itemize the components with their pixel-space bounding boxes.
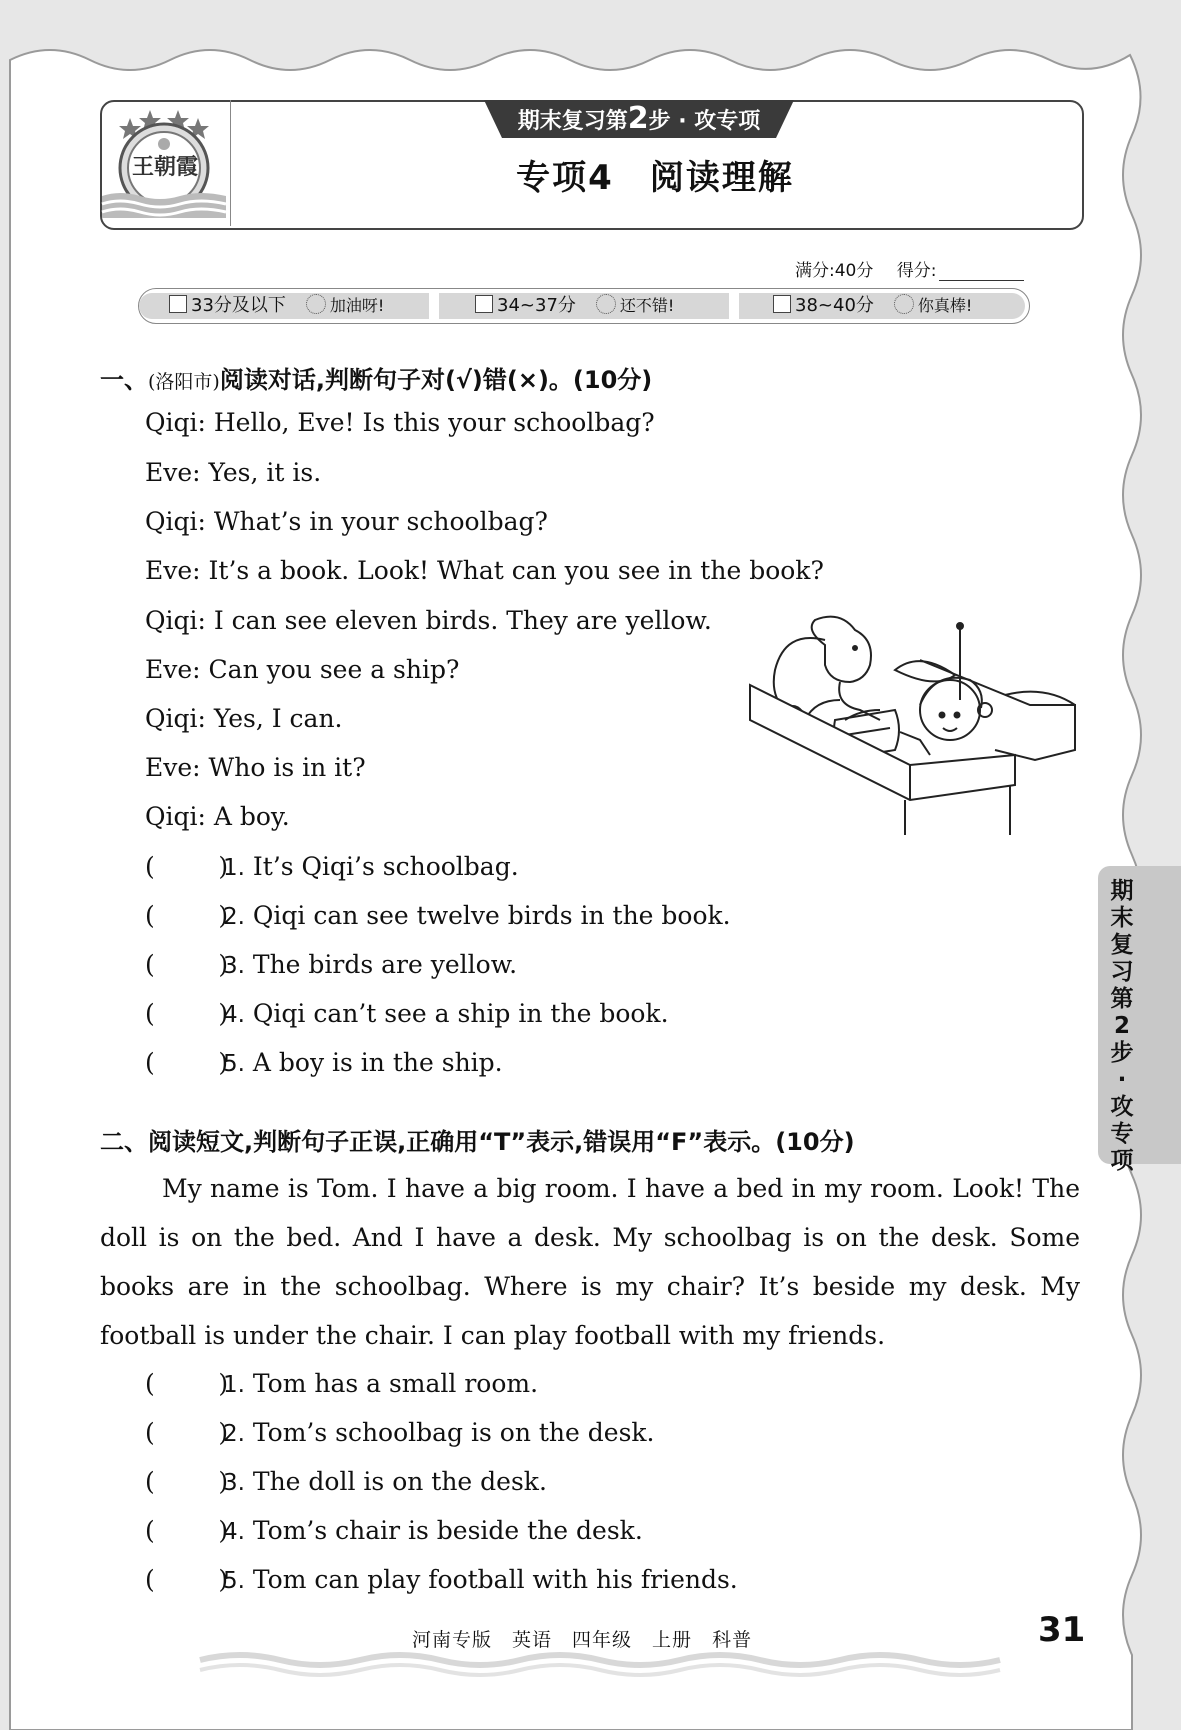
question-item: ( )5. Tom can play football with his friends.: [145, 1565, 738, 1594]
answer-blank[interactable]: ( ): [145, 1048, 229, 1077]
question-item: ( )3. The doll is on the desk.: [145, 1467, 547, 1496]
dialogue-line: Qiqi: A boy.: [145, 802, 290, 831]
smiley-icon: [596, 294, 616, 314]
kids-reading-illustration: [745, 610, 1085, 840]
rating-checkbox[interactable]: [475, 295, 493, 313]
answer-blank[interactable]: ( ): [145, 852, 229, 881]
section2-title: 二、阅读短文,判断句子正误,正确用“T”表示,错误用“F”表示。(10分): [100, 1128, 855, 1156]
page-number: 31: [1038, 1610, 1086, 1650]
question-item: ( )3. The birds are yellow.: [145, 950, 518, 979]
answer-blank[interactable]: ( ): [145, 1418, 229, 1447]
answer-blank[interactable]: ( ): [145, 999, 229, 1028]
section1-title: 一、(洛阳市)阅读对话,判断句子对(√)错(×)。(10分): [100, 366, 653, 394]
rating-checkbox[interactable]: [169, 295, 187, 313]
answer-blank[interactable]: ( ): [145, 901, 229, 930]
dialogue-line: Qiqi: Yes, I can.: [145, 704, 343, 733]
smiley-icon: [306, 294, 326, 314]
dialogue-line: Qiqi: I can see eleven birds. They are yellow.: [145, 606, 712, 635]
rating-checkbox[interactable]: [773, 295, 791, 313]
rating-high: 38~40分 你真棒!: [773, 289, 972, 323]
footer: 河南专版 英语 四年级 上册 科普: [412, 1629, 753, 1651]
answer-blank[interactable]: ( ): [145, 1565, 229, 1594]
smiley-icon: [894, 294, 914, 314]
answer-blank[interactable]: ( ): [145, 1516, 229, 1545]
score-line: [795, 256, 1024, 281]
full-marks: 满分:40分: [795, 261, 874, 281]
answer-blank[interactable]: ( ): [145, 950, 229, 979]
score-label: 得分:: [896, 261, 937, 281]
question-item: ( )4. Qiqi can’t see a ship in the book.: [145, 999, 669, 1028]
answer-blank[interactable]: ( ): [145, 1369, 229, 1398]
step-banner: 期末复习第2步 · 攻专项: [517, 101, 761, 136]
dialogue-line: Qiqi: Hello, Eve! Is this your schoolbag?: [145, 408, 655, 437]
rating-low: 33分及以下 加油呀!: [169, 289, 384, 323]
rating-mid: 34~37分 还不错!: [475, 289, 674, 323]
dialogue-line: Eve: Yes, it is.: [145, 458, 322, 487]
answer-blank[interactable]: ( ): [145, 1467, 229, 1496]
score-blank[interactable]: [939, 264, 1024, 281]
question-item: ( )2. Tom’s schoolbag is on the desk.: [145, 1418, 655, 1447]
logo-text: 王朝霞: [131, 154, 198, 180]
question-item: ( )2. Qiqi can see twelve birds in the book.: [145, 901, 731, 930]
dialogue-line: Eve: It’s a book. Look! What can you see in the book?: [145, 556, 824, 585]
dialogue-line: Eve: Who is in it?: [145, 753, 366, 782]
question-item: ( )5. A boy is in the ship.: [145, 1048, 503, 1077]
question-item: ( )1. Tom has a small room.: [145, 1369, 539, 1398]
rating-bar: [138, 288, 1030, 324]
topic-title: 专项4 阅读理解: [516, 158, 794, 198]
question-item: ( )1. It’s Qiqi’s schoolbag.: [145, 852, 519, 881]
dialogue-line: Qiqi: What’s in your schoolbag?: [145, 507, 548, 536]
side-tab-label: 期末复习第2步·攻专项: [1110, 878, 1134, 1174]
question-item: ( )4. Tom’s chair is beside the desk.: [145, 1516, 643, 1545]
reading-passage: My name is Tom. I have a big room. I have a bed in my room. Look! The doll is on the bed. And I have a desk. My schoolbag is on the desk. Some books are in the schoolbag. Where is my chair? It’s beside my desk. My football is under the chair. I can play football with my friends.: [100, 1174, 1080, 1350]
dialogue-line: Eve: Can you see a ship?: [145, 655, 460, 684]
